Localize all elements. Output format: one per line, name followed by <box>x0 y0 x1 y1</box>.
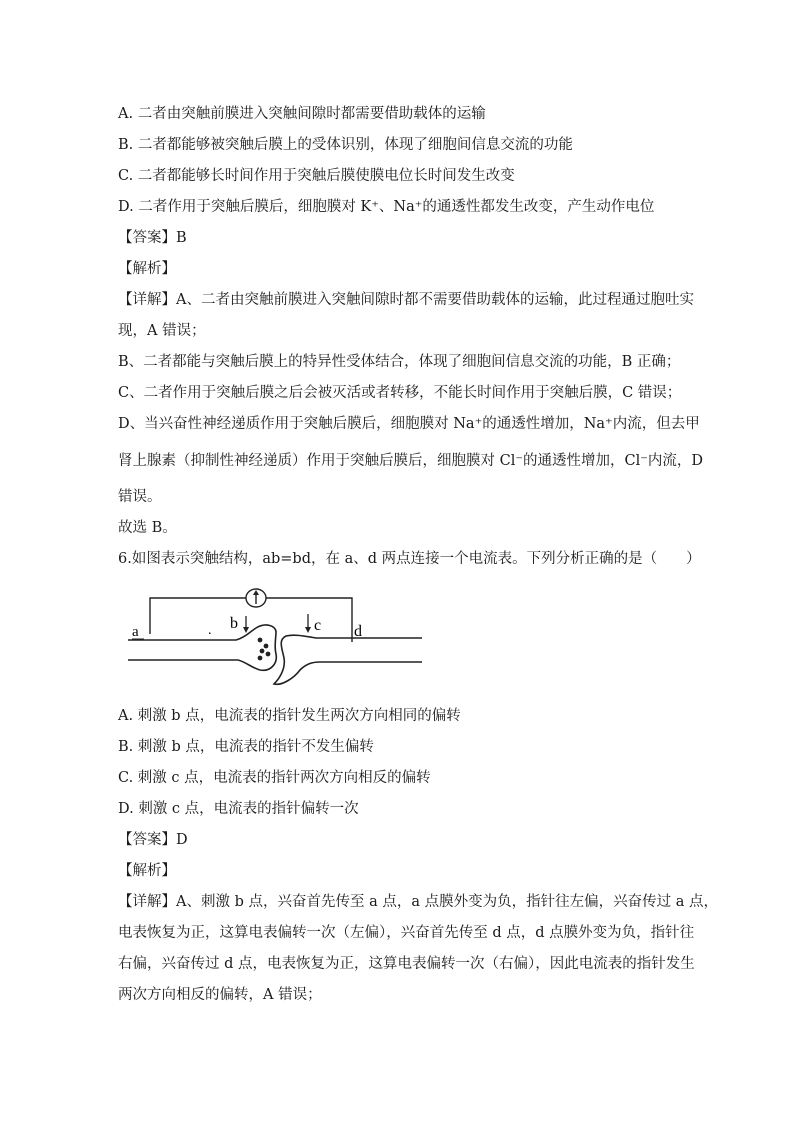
label-b: b <box>230 615 238 632</box>
q6-option-c: C. 刺激 c 点，电流表的指针两次方向相反的偏转 <box>118 770 431 786</box>
q5-analysis-line: 现，A 错误； <box>118 323 206 339</box>
vesicle <box>258 656 263 661</box>
synapse-svg <box>126 588 426 688</box>
q5-analysis-line: 错误。 <box>118 489 162 505</box>
q6-analysis-line: 电表恢复为正，这算电表偏转一次（左偏），兴奋首先传至 d 点，d 点膜外变为负，指针往 <box>118 925 695 941</box>
q5-analysis-line: D、当兴奋性神经递质作用于突触后膜后，细胞膜对 Na⁺的通透性增加，Na⁺内流，但去甲 <box>118 416 700 432</box>
meter-wire-right <box>266 598 352 642</box>
q6-analysis-line: 两次方向相反的偏转，A 错误； <box>118 987 322 1003</box>
q6-option-d: D. 刺激 c 点，电流表的指针偏转一次 <box>118 801 359 817</box>
q6-stem: 6.如图表示突触结构，ab=bd，在 a、d 两点连接一个电流表。下列分析正确的是（ ） <box>118 551 701 567</box>
q6-analysis-title: 【解析】 <box>118 863 176 879</box>
q5-analysis-line: 故选 B。 <box>118 520 177 536</box>
synapse-diagram <box>126 588 426 688</box>
vesicle <box>260 649 265 654</box>
label-a: a <box>132 624 139 640</box>
q6-analysis-line: 右偏，兴奋传过 d 点，电表恢复为正，这算电表偏转一次（右偏），因此电流表的指针发生 <box>118 956 695 972</box>
q5-analysis-line: 肾上腺素（抑制性神经递质）作用于突触后膜后，细胞膜对 Cl⁻的通透性增加，Cl⁻内流，D <box>118 453 704 469</box>
q5-analysis-line: C、二者作用于突触后膜之后会被灭活或者转移，不能长时间作用于突触后膜，C 错误； <box>118 385 682 401</box>
vesicle <box>264 644 269 649</box>
label-dot: . <box>208 623 212 638</box>
vesicle <box>266 652 271 657</box>
q6-answer: 【答案】D <box>118 832 188 848</box>
q5-option-c: C. 二者都能够长时间作用于突触后膜使膜电位长时间发生改变 <box>118 168 515 184</box>
q5-analysis-line: 【详解】A、二者由突触前膜进入突触间隙时都不需要借助载体的运输，此过程通过胞吐实 <box>118 292 694 308</box>
q6-analysis-line: 【详解】A、刺激 b 点，兴奋首先传至 a 点，a 点膜外变为负，指针往左偏，兴奋传过 a 点， <box>118 894 718 910</box>
label-c: c <box>314 617 322 634</box>
q5-analysis-title: 【解析】 <box>118 261 176 277</box>
q5-option-a: A. 二者由突触前膜进入突触间隙时都需要借助载体的运输 <box>118 106 486 122</box>
vesicle <box>258 638 263 643</box>
postsynaptic-neuron <box>274 635 422 684</box>
q5-analysis-line: B、二者都能与突触后膜上的特异性受体结合，体现了细胞间信息交流的功能，B 正确； <box>118 354 681 370</box>
q5-answer: 【答案】B <box>118 230 187 246</box>
q5-option-d: D. 二者作用于突触后膜后，细胞膜对 K⁺、Na⁺的通透性都发生改变，产生动作电位 <box>118 199 655 215</box>
q5-option-b: B. 二者都能够被突触后膜上的受体识别，体现了细胞间信息交流的功能 <box>118 137 573 153</box>
label-d: d <box>354 623 362 640</box>
q6-option-b: B. 刺激 b 点，电流表的指针不发生偏转 <box>118 739 374 755</box>
q6-option-a: A. 刺激 b 点，电流表的指针发生两次方向相同的偏转 <box>118 708 461 724</box>
